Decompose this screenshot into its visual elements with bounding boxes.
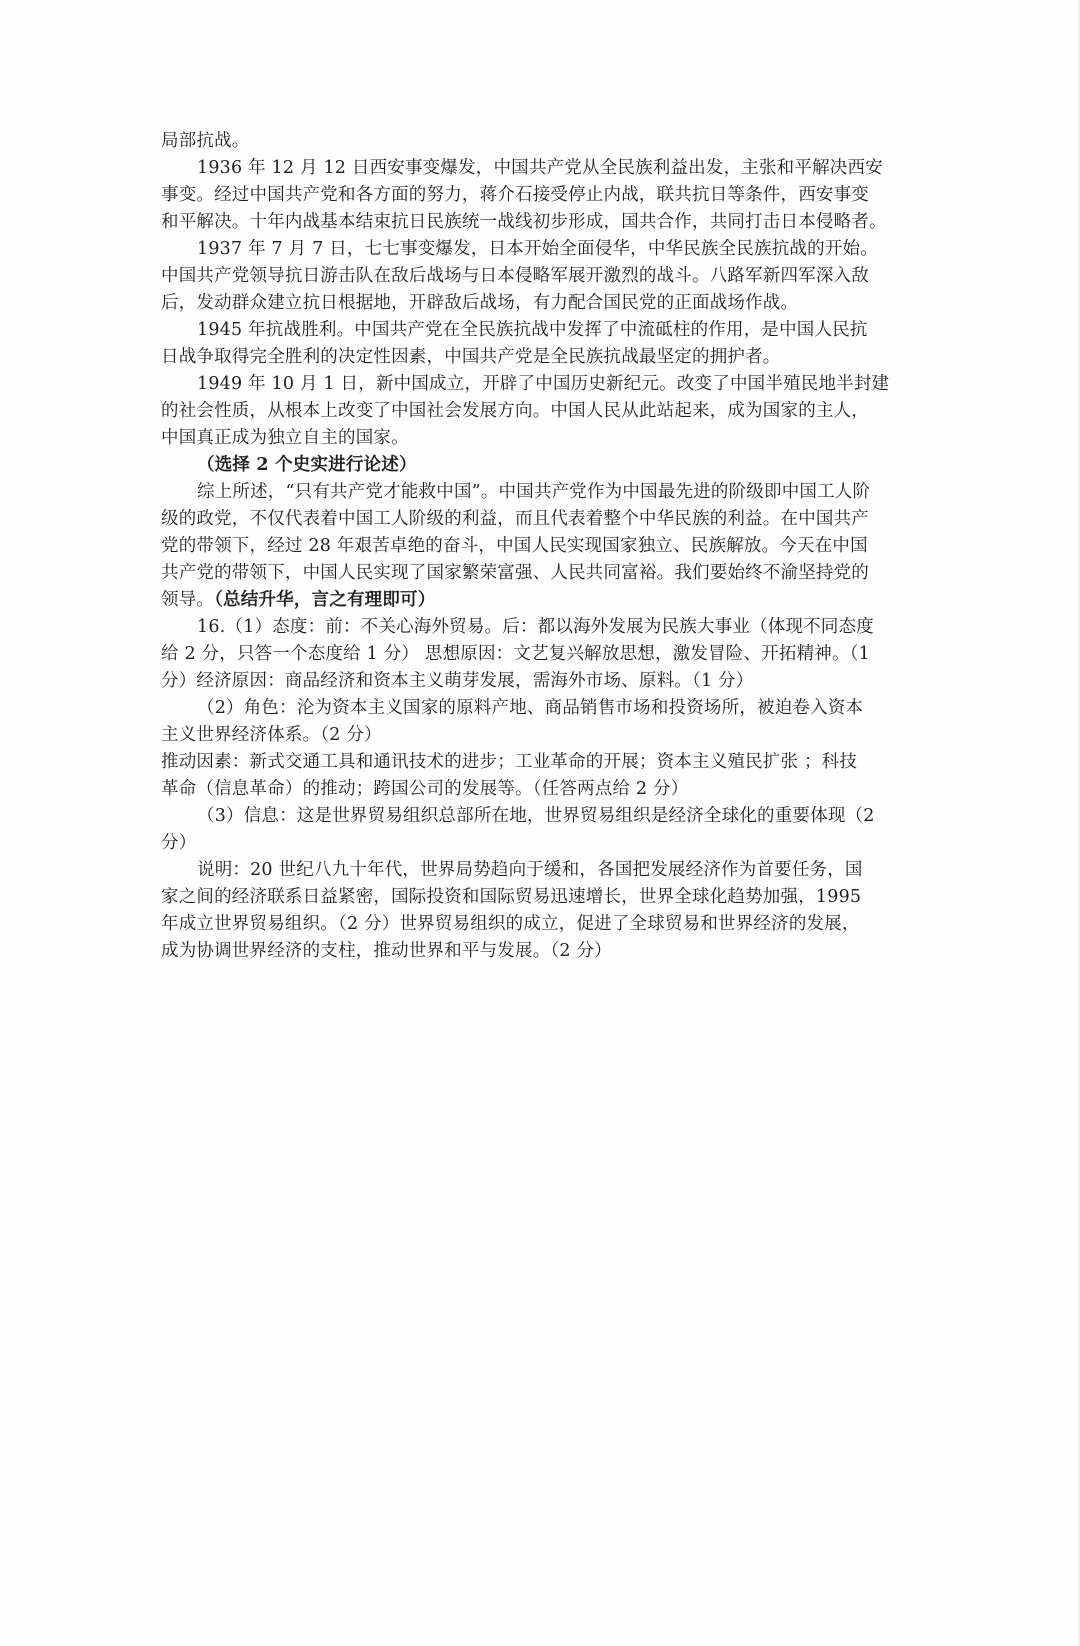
text-line [161,614,916,641]
text-line-content: 和平解决。十年内战基本结束抗日民族统一战线初步形成，国共合作，共同打击日本侵略者。 [161,212,887,232]
text-line-content: 领导。 [161,590,215,610]
bold-note: （总结升华，言之有理即可） [214,590,436,610]
text-line [161,209,916,236]
text-line [161,533,916,560]
text-line [161,641,916,668]
text-line-content: 中国共产党领导抗日游击队在敌后战场与日本侵略军展开激烈的战斗。八路军新四军深入敌 [161,266,869,286]
text-line-content: 家之间的经济联系日益紧密，国际投资和国际贸易迅速增长，世界全球化趋势加强，1995 [161,887,862,907]
text-line-content: 说明：20 世纪八九十年代，世界局势趋向于缓和，各国把发展经济作为首要任务，国 [197,860,863,880]
text-line [161,290,916,317]
text-line-content: 综上所述，“只有共产党才能救中国”。中国共产党作为中国最先进的阶级即中国工人阶 [197,482,871,502]
text-line-content: 1949 年 10 月 1 日，新中国成立，开辟了中国历史新纪元。改变了中国半殖民地半封建 [197,374,890,394]
text-line [161,128,916,155]
text-line-content: （3）信息：这是世界贸易组织总部所在地，世界贸易组织是经济全球化的重要体现（2 [197,806,875,826]
text-line [161,317,916,344]
text-line [161,344,916,371]
text-line [161,587,916,614]
text-line-content: 事变。经过中国共产党和各方面的努力，蒋介石接受停止内战，联共抗日等条件，西安事变 [161,185,869,205]
text-line-content: 共产党的带领下，中国人民实现了国家繁荣富强、人民共同富裕。我们要始终不渝坚持党的 [161,563,869,583]
text-line [161,830,916,857]
text-line [161,803,916,830]
text-line [161,398,916,425]
text-line-content: 后，发动群众建立抗日根据地，开辟敌后战场，有力配合国民党的正面战场作战。 [161,293,799,313]
text-line-content: 级的政党，不仅代表着中国工人阶级的利益，而且代表着整个中华民族的利益。在中国共产 [161,509,869,529]
text-line [161,452,916,479]
text-line-content: 的社会性质，从根本上改变了中国社会发展方向。中国人民从此站起来，成为国家的主人， [161,401,869,421]
text-line [161,182,916,209]
text-line [161,371,916,398]
text-line [161,236,916,263]
text-line-content: 推动因素：新式交通工具和通讯技术的进步；工业革命的开展；资本主义殖民扩张 ；科技 [161,752,858,772]
text-line-content: 年成立世界贸易组织。（2 分）世界贸易组织的成立，促进了全球贸易和世界经济的发展， [161,914,860,934]
text-line-content: 1937 年 7 月 7 日，七七事变爆发，日本开始全面侵华，中华民族全民族抗战的开始。 [197,239,878,259]
text-line-content: 16.（1）态度：前：不关心海外贸易。后：都以海外发展为民族大事业（体现不同态度 [197,617,874,637]
text-line [161,506,916,533]
text-line-content: （选择 2 个史实进行论述） [197,455,417,475]
text-line [161,938,916,965]
text-line-content: 局部抗战。 [161,131,250,151]
text-line [161,479,916,506]
text-line [161,155,916,182]
text-line-content: 主义世界经济体系。（2 分） [161,725,382,745]
text-line-content: 党的带领下，经过 28 年艰苦卓绝的奋斗，中国人民实现国家独立、民族解放。今天在中国 [161,536,868,556]
text-line [161,857,916,884]
text-line-content: 1945 年抗战胜利。中国共产党在全民族抗战中发挥了中流砥柱的作用，是中国人民抗 [197,320,868,340]
text-line-content: 1936 年 12 月 12 日西安事变爆发，中国共产党从全民族利益出发，主张和平解决西安 [197,158,883,178]
text-line-content: 分） [161,833,197,853]
text-line [161,884,916,911]
text-line [161,668,916,695]
answer-text-block [161,128,916,965]
text-line [161,911,916,938]
text-line [161,695,916,722]
text-line-content: （2）角色：沦为资本主义国家的原料产地、商品销售市场和投资场所，被迫卷入资本 [197,698,864,718]
text-line [161,722,916,749]
text-line-content: 革命（信息革命）的推动；跨国公司的发展等。（任答两点给 2 分） [161,779,689,799]
text-line [161,560,916,587]
text-line [161,425,916,452]
text-line-content: 中国真正成为独立自主的国家。 [161,428,409,448]
text-line [161,263,916,290]
text-line-content: 日战争取得完全胜利的决定性因素，中国共产党是全民族抗战最坚定的拥护者。 [161,347,781,367]
text-line [161,749,916,776]
text-line-content: 分）经济原因：商品经济和资本主义萌芽发展，需海外市场、原料。（1 分） [161,671,754,691]
text-line [161,776,916,803]
text-line-content: 成为协调世界经济的支柱，推动世界和平与发展。（2 分） [161,941,612,961]
text-line-content: 给 2 分，只答一个态度给 1 分） 思想原因：文艺复兴解放思想，激发冒险、开拓精神。（1 [161,644,870,664]
